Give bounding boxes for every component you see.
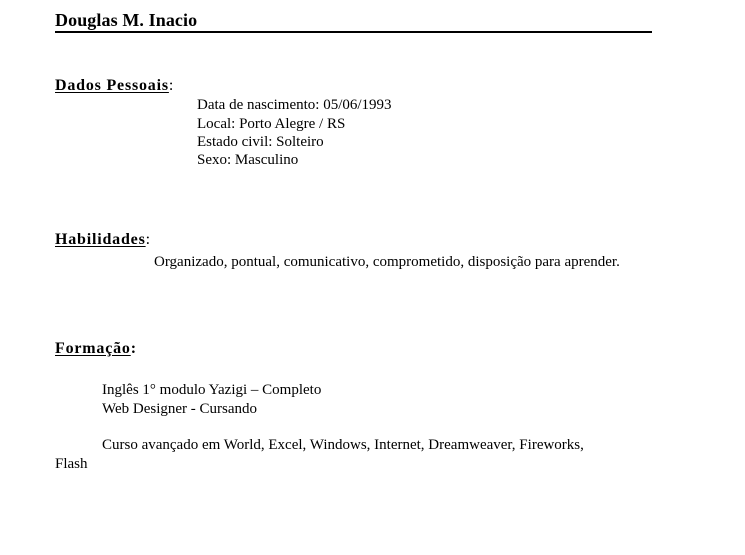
resume-name: Douglas M. Inacio xyxy=(55,10,198,30)
section-title-formacao xyxy=(55,340,137,358)
section-title-text: Habilidades xyxy=(55,231,146,248)
education-item-web-designer: Web Designer - Cursando xyxy=(102,401,258,417)
personal-sex: Sexo: Masculino xyxy=(197,152,299,168)
section-title-colon: : xyxy=(145,231,151,248)
section-title-colon: : xyxy=(168,77,175,94)
personal-location: Local: Porto Alegre / RS xyxy=(197,116,346,132)
section-title-dados-pessoais xyxy=(55,77,174,95)
section-title-colon: : xyxy=(130,340,137,357)
education-course-line: Curso avançado em World, Excel, Windows, Internet, Dreamweaver, Fireworks, xyxy=(102,437,584,453)
education-course-continuation: Flash xyxy=(55,456,88,472)
section-title-text: Dados Pessoais xyxy=(55,77,169,94)
personal-marital-status: Estado civil: Solteiro xyxy=(197,134,324,150)
education-item-english: Inglês 1° modulo Yazigi – Completo xyxy=(102,382,322,398)
personal-birthdate: Data de nascimento: 05/06/1993 xyxy=(197,97,392,113)
section-title-text: Formação xyxy=(55,340,131,357)
section-title-habilidades xyxy=(55,231,151,249)
skills-text: Organizado, pontual, comunicativo, comprometido, disposição para aprender. xyxy=(154,254,620,270)
header-divider xyxy=(55,31,652,33)
